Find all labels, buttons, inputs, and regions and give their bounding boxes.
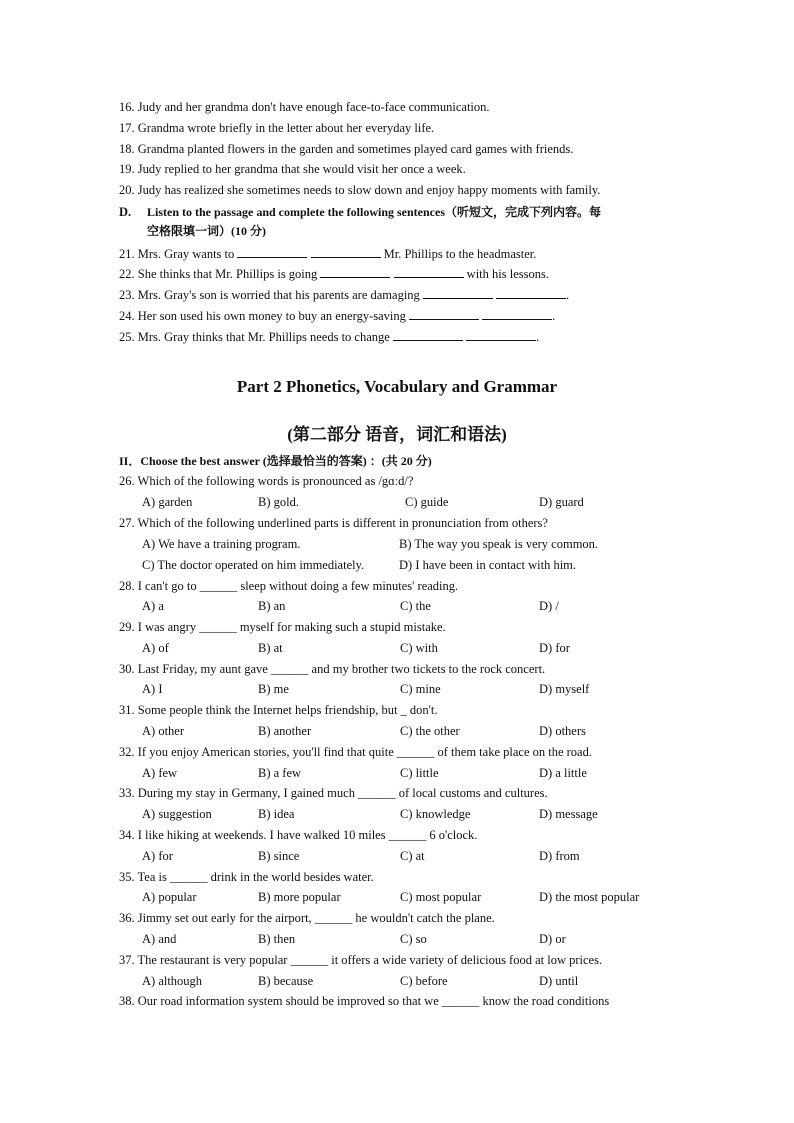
option-b[interactable]: B) a few: [258, 766, 302, 780]
statement-16: 16. Judy and her grandma don't have enough face-to-face communication.: [119, 100, 490, 114]
item-text-after: Mr. Phillips to the headmaster.: [383, 247, 537, 261]
item-text-after: .: [536, 330, 540, 344]
option-d[interactable]: D) from: [539, 849, 580, 863]
option-a[interactable]: A) I: [142, 682, 163, 696]
part2-subtitle: (第二部分 语音，词汇和语法): [287, 425, 507, 444]
option-b[interactable]: B) idea: [258, 807, 295, 821]
item-text-after: with his lessons.: [466, 267, 549, 281]
statement-18: 18. Grandma planted flowers in the garden and sometimes played card games with friends.: [119, 142, 574, 156]
answer-blank[interactable]: [423, 286, 493, 299]
option-b[interactable]: B) gold.: [258, 495, 299, 509]
option-d[interactable]: D) or: [539, 932, 566, 946]
answer-blank[interactable]: [394, 265, 464, 278]
item-text-after: .: [552, 309, 556, 323]
option-a[interactable]: A) although: [142, 974, 203, 988]
option-d[interactable]: D) the most popular: [539, 890, 640, 904]
item-text-before: She thinks that Mr. Phillips is going: [137, 267, 318, 281]
option-c[interactable]: C) little: [400, 766, 439, 780]
option-a[interactable]: A) for: [142, 849, 173, 863]
answer-blank[interactable]: [311, 245, 381, 258]
option-b[interactable]: B) since: [258, 849, 300, 863]
fill-item-24: [119, 307, 555, 324]
option-d[interactable]: D) /: [539, 599, 559, 613]
option-a[interactable]: A) and: [142, 932, 177, 946]
question-36: 36. Jimmy set out early for the airport, ______ he wouldn't catch the plane.: [119, 911, 495, 925]
answer-blank[interactable]: [393, 328, 463, 341]
option-c[interactable]: C) so: [400, 932, 427, 946]
option-b[interactable]: B) because: [258, 974, 314, 988]
statement-17: 17. Grandma wrote briefly in the letter about her everyday life.: [119, 121, 435, 135]
answer-blank[interactable]: [409, 307, 479, 320]
option-d[interactable]: D) I have been in contact with him.: [399, 558, 577, 572]
option-c[interactable]: C) knowledge: [400, 807, 471, 821]
statement-20: 20. Judy has realized she sometimes needs to slow down and enjoy happy moments with family.: [119, 183, 601, 197]
option-c[interactable]: C) at: [400, 849, 425, 863]
option-a[interactable]: A) popular: [142, 890, 197, 904]
question-37: 37. The restaurant is very popular ______ it offers a wide variety of delicious food at low prices.: [119, 953, 603, 967]
option-a[interactable]: A) We have a training program.: [142, 537, 301, 551]
option-b[interactable]: B) another: [258, 724, 312, 738]
option-b[interactable]: B) more popular: [258, 890, 341, 904]
option-b[interactable]: B) an: [258, 599, 286, 613]
question-27: 27. Which of the following underlined parts is different in pronunciation from others?: [119, 516, 548, 530]
section-d-heading-line1: Listen to the passage and complete the following sentences（听短文，完成下列内容。每: [147, 205, 601, 219]
answer-blank[interactable]: [320, 265, 390, 278]
item-text-before: Mrs. Gray's son is worried that his parents are damaging: [137, 288, 420, 302]
question-34: 34. I like hiking at weekends. I have walked 10 miles ______ 6 o'clock.: [119, 828, 478, 842]
answer-blank[interactable]: [466, 328, 536, 341]
item-text-after: .: [566, 288, 570, 302]
question-31: 31. Some people think the Internet helps friendship, but _ don't.: [119, 703, 438, 717]
item-number: 24.: [119, 309, 135, 323]
item-text-before: Mrs. Gray thinks that Mr. Phillips needs to change: [137, 330, 390, 344]
item-number: 21.: [119, 247, 135, 261]
question-38: 38. Our road information system should be improved so that we ______ know the road conditions: [119, 994, 610, 1008]
item-number: 22.: [119, 267, 135, 281]
option-c[interactable]: C) guide: [405, 495, 449, 509]
option-a[interactable]: A) suggestion: [142, 807, 212, 821]
option-b[interactable]: B) The way you speak is very common.: [399, 537, 599, 551]
item-number: 25.: [119, 330, 135, 344]
option-d[interactable]: D) message: [539, 807, 598, 821]
fill-item-25: [119, 328, 539, 345]
option-d[interactable]: D) others: [539, 724, 586, 738]
option-d[interactable]: D) until: [539, 974, 579, 988]
answer-blank[interactable]: [482, 307, 552, 320]
option-c[interactable]: C) The doctor operated on him immediately.: [142, 558, 365, 572]
fill-item-22: [119, 265, 549, 282]
item-text-before: Her son used his own money to buy an energy-saving: [137, 309, 406, 323]
item-text-before: Mrs. Gray wants to: [137, 247, 235, 261]
answer-blank[interactable]: [496, 286, 566, 299]
option-a[interactable]: A) garden: [142, 495, 193, 509]
option-c[interactable]: C) the: [400, 599, 431, 613]
section-d-letter: D.: [119, 205, 132, 219]
question-28: 28. I can't go to ______ sleep without doing a few minutes' reading.: [119, 579, 459, 593]
statement-19: 19. Judy replied to her grandma that she would visit her once a week.: [119, 162, 466, 176]
question-32: 32. If you enjoy American stories, you'll find that quite ______ of them take place on the road.: [119, 745, 592, 759]
item-number: 23.: [119, 288, 135, 302]
option-a[interactable]: A) other: [142, 724, 184, 738]
question-35: 35. Tea is ______ drink in the world besides water.: [119, 870, 374, 884]
option-d[interactable]: D) myself: [539, 682, 590, 696]
option-d[interactable]: D) for: [539, 641, 570, 655]
option-a[interactable]: A) few: [142, 766, 178, 780]
option-d[interactable]: D) guard: [539, 495, 584, 509]
option-c[interactable]: C) most popular: [400, 890, 482, 904]
question-33: 33. During my stay in Germany, I gained much ______ of local customs and cultures.: [119, 786, 548, 800]
option-c[interactable]: C) before: [400, 974, 448, 988]
section-ii-heading: II．Choose the best answer (选择最恰当的答案) ：(共 20 分): [119, 454, 432, 468]
option-b[interactable]: B) at: [258, 641, 283, 655]
option-b[interactable]: B) then: [258, 932, 296, 946]
answer-blank[interactable]: [237, 245, 307, 258]
question-26: 26. Which of the following words is pronounced as /gɑːd/?: [119, 474, 414, 488]
fill-item-21: [119, 245, 536, 262]
question-29: 29. I was angry ______ myself for making such a stupid mistake.: [119, 620, 446, 634]
option-a[interactable]: A) a: [142, 599, 164, 613]
option-c[interactable]: C) mine: [400, 682, 441, 696]
question-30: 30. Last Friday, my aunt gave ______ and my brother two tickets to the rock concert.: [119, 662, 546, 676]
option-c[interactable]: C) with: [400, 641, 438, 655]
option-a[interactable]: A) of: [142, 641, 169, 655]
option-b[interactable]: B) me: [258, 682, 289, 696]
option-c[interactable]: C) the other: [400, 724, 460, 738]
fill-item-23: [119, 286, 569, 303]
section-d-heading-line2: 空格限填一词）(10 分): [147, 224, 266, 238]
option-d[interactable]: D) a little: [539, 766, 587, 780]
part2-title: Part 2 Phonetics, Vocabulary and Grammar: [236, 377, 558, 396]
